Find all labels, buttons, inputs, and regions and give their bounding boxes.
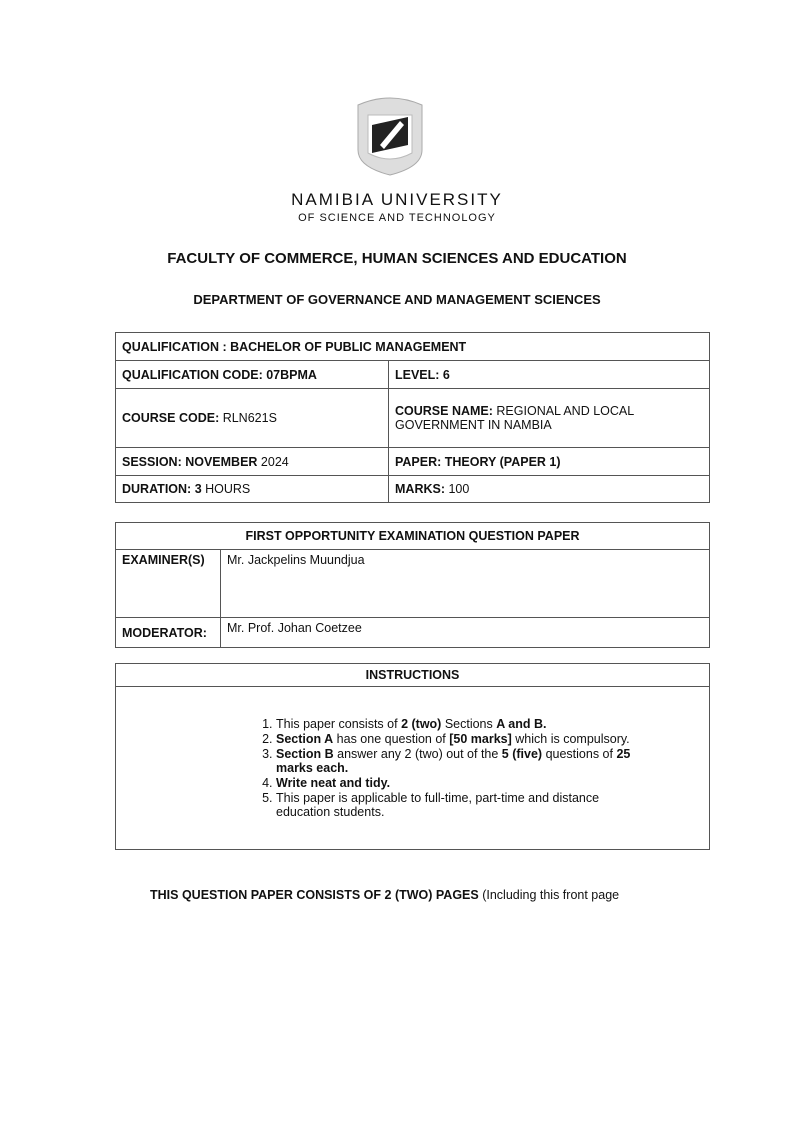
instructions-title: INSTRUCTIONS	[116, 664, 710, 687]
instruction-item	[276, 776, 649, 790]
instruction-item	[276, 717, 649, 731]
paper-cell: PAPER: THEORY (PAPER 1)	[389, 448, 710, 476]
instructions-table	[115, 663, 710, 850]
instruction-text: [50 marks]	[449, 732, 512, 746]
exam-title: FIRST OPPORTUNITY EXAMINATION QUESTION PAPER	[116, 523, 710, 550]
instruction-text: has one question of	[333, 732, 450, 746]
department-title: DEPARTMENT OF GOVERNANCE AND MANAGEMENT SCIENCES	[193, 292, 601, 307]
qualification-cell: QUALIFICATION : BACHELOR OF PUBLIC MANAGEMENT	[116, 333, 710, 361]
duration-cell: DURATION: 3 HOURS	[116, 476, 389, 503]
instruction-text: This paper consists of	[276, 717, 402, 731]
examiner-value: Mr. Jackpelins Muundjua	[221, 550, 710, 618]
marks-cell: MARKS: 100	[389, 476, 710, 503]
instruction-text: Section B	[276, 747, 334, 761]
instruction-text: Section A	[276, 732, 334, 746]
instruction-text: 5 (five)	[501, 747, 543, 761]
instruction-text: Write neat and tidy.	[276, 776, 391, 790]
instructions-list	[256, 717, 649, 819]
course-details-table	[115, 332, 710, 503]
course-name-cell: COURSE NAME: REGIONAL AND LOCAL GOVERNMENT IN NAMBIA	[389, 389, 710, 448]
instruction-item	[276, 732, 649, 746]
instruction-text: 2 (two)	[401, 717, 442, 731]
instruction-item	[276, 791, 649, 819]
instruction-text: A and B.	[496, 717, 547, 731]
instruction-text: 25 marks each.	[276, 747, 631, 775]
faculty-title: FACULTY OF COMMERCE, HUMAN SCIENCES AND EDUCATION	[167, 250, 627, 267]
course-code-cell: COURSE CODE: RLN621S	[116, 389, 389, 448]
moderator-label: MODERATOR:	[116, 618, 221, 648]
instruction-item	[276, 747, 649, 775]
level-cell: LEVEL: 6	[389, 361, 710, 389]
instruction-text: Sections	[441, 717, 497, 731]
instruction-text: This paper is applicable to full-time, part-time and distance education students.	[276, 791, 600, 819]
page-count-note: THIS QUESTION PAPER CONSISTS OF 2 (TWO) PAGES (Including this front page	[150, 888, 620, 902]
examiner-label: EXAMINER(S)	[116, 550, 221, 618]
qualification-code-cell: QUALIFICATION CODE: 07BPMA	[116, 361, 389, 389]
instruction-text: answer any 2 (two) out of the	[333, 747, 502, 761]
session-cell: SESSION: NOVEMBER 2024	[116, 448, 389, 476]
university-subtitle: OF SCIENCE AND TECHNOLOGY	[298, 212, 496, 224]
moderator-value: Mr. Prof. Johan Coetzee	[221, 618, 710, 648]
examiners-table	[115, 522, 710, 648]
university-logo	[350, 95, 430, 177]
university-name: NAMIBIA UNIVERSITY	[291, 190, 503, 209]
instruction-text: which is compulsory.	[511, 732, 630, 746]
instruction-text: questions of	[542, 747, 617, 761]
